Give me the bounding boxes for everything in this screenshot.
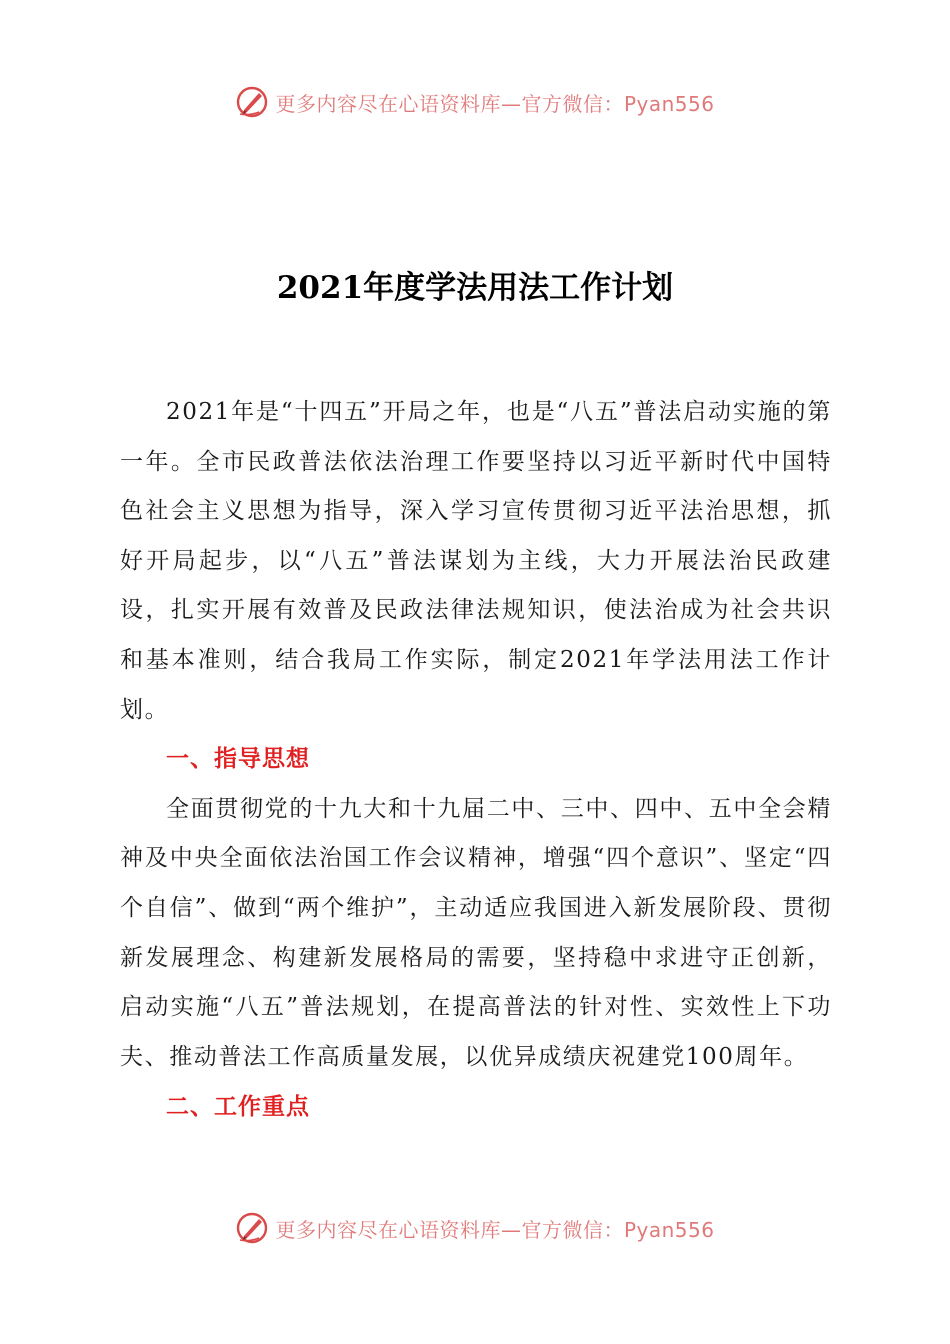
pen-logo-icon (235, 1211, 269, 1245)
pen-logo-icon (235, 85, 269, 119)
document-body (120, 388, 832, 1133)
header-watermark (0, 82, 950, 122)
watermark-group (235, 85, 714, 119)
watermark-text: 更多内容尽在心语资料库—官方微信：Pyan556 (275, 91, 715, 116)
watermark-group (235, 1211, 714, 1245)
document-title: 2021年度学法用法工作计划 (276, 270, 674, 306)
section-heading-guiding-ideology: 一、指导思想 (166, 746, 310, 773)
footer-watermark (0, 1208, 950, 1248)
intro-paragraph: 2021年是“十四五”开局之年，也是“八五”普法启动实施的第一年。全市民政普法依法治理工作要坚持以习近平新时代中国特色社会主义思想为指导，深入学习宣传贯彻习近平法治思想，抓好开局起步，以“八五”普法谋划为主线，大力开展法治民政建设，扎实开展有效普及民政法律法规知识，使法治成为社会共识和基本准则，结合我局工作实际，制定2021年学法用法工作计划。 (120, 399, 832, 723)
watermark-text: 更多内容尽在心语资料库—官方微信：Pyan556 (275, 1217, 715, 1242)
section-heading-work-focus: 二、工作重点 (166, 1094, 310, 1121)
section-paragraph-guiding-ideology: 全面贯彻党的十九大和十九届二中、三中、四中、五中全会精神及中央全面依法治国工作会议精神，增强“四个意识”、坚定“四个自信”、做到“两个维护”，主动适应我国进入新发展阶段、贯彻新发展理念、构建新发展格局的需要，坚持稳中求进守正创新，启动实施“八五”普法规划，在提高普法的针对性、实效性上下功夫、推动普法工作高质量发展，以优异成绩庆祝建党100周年。 (120, 795, 832, 1070)
